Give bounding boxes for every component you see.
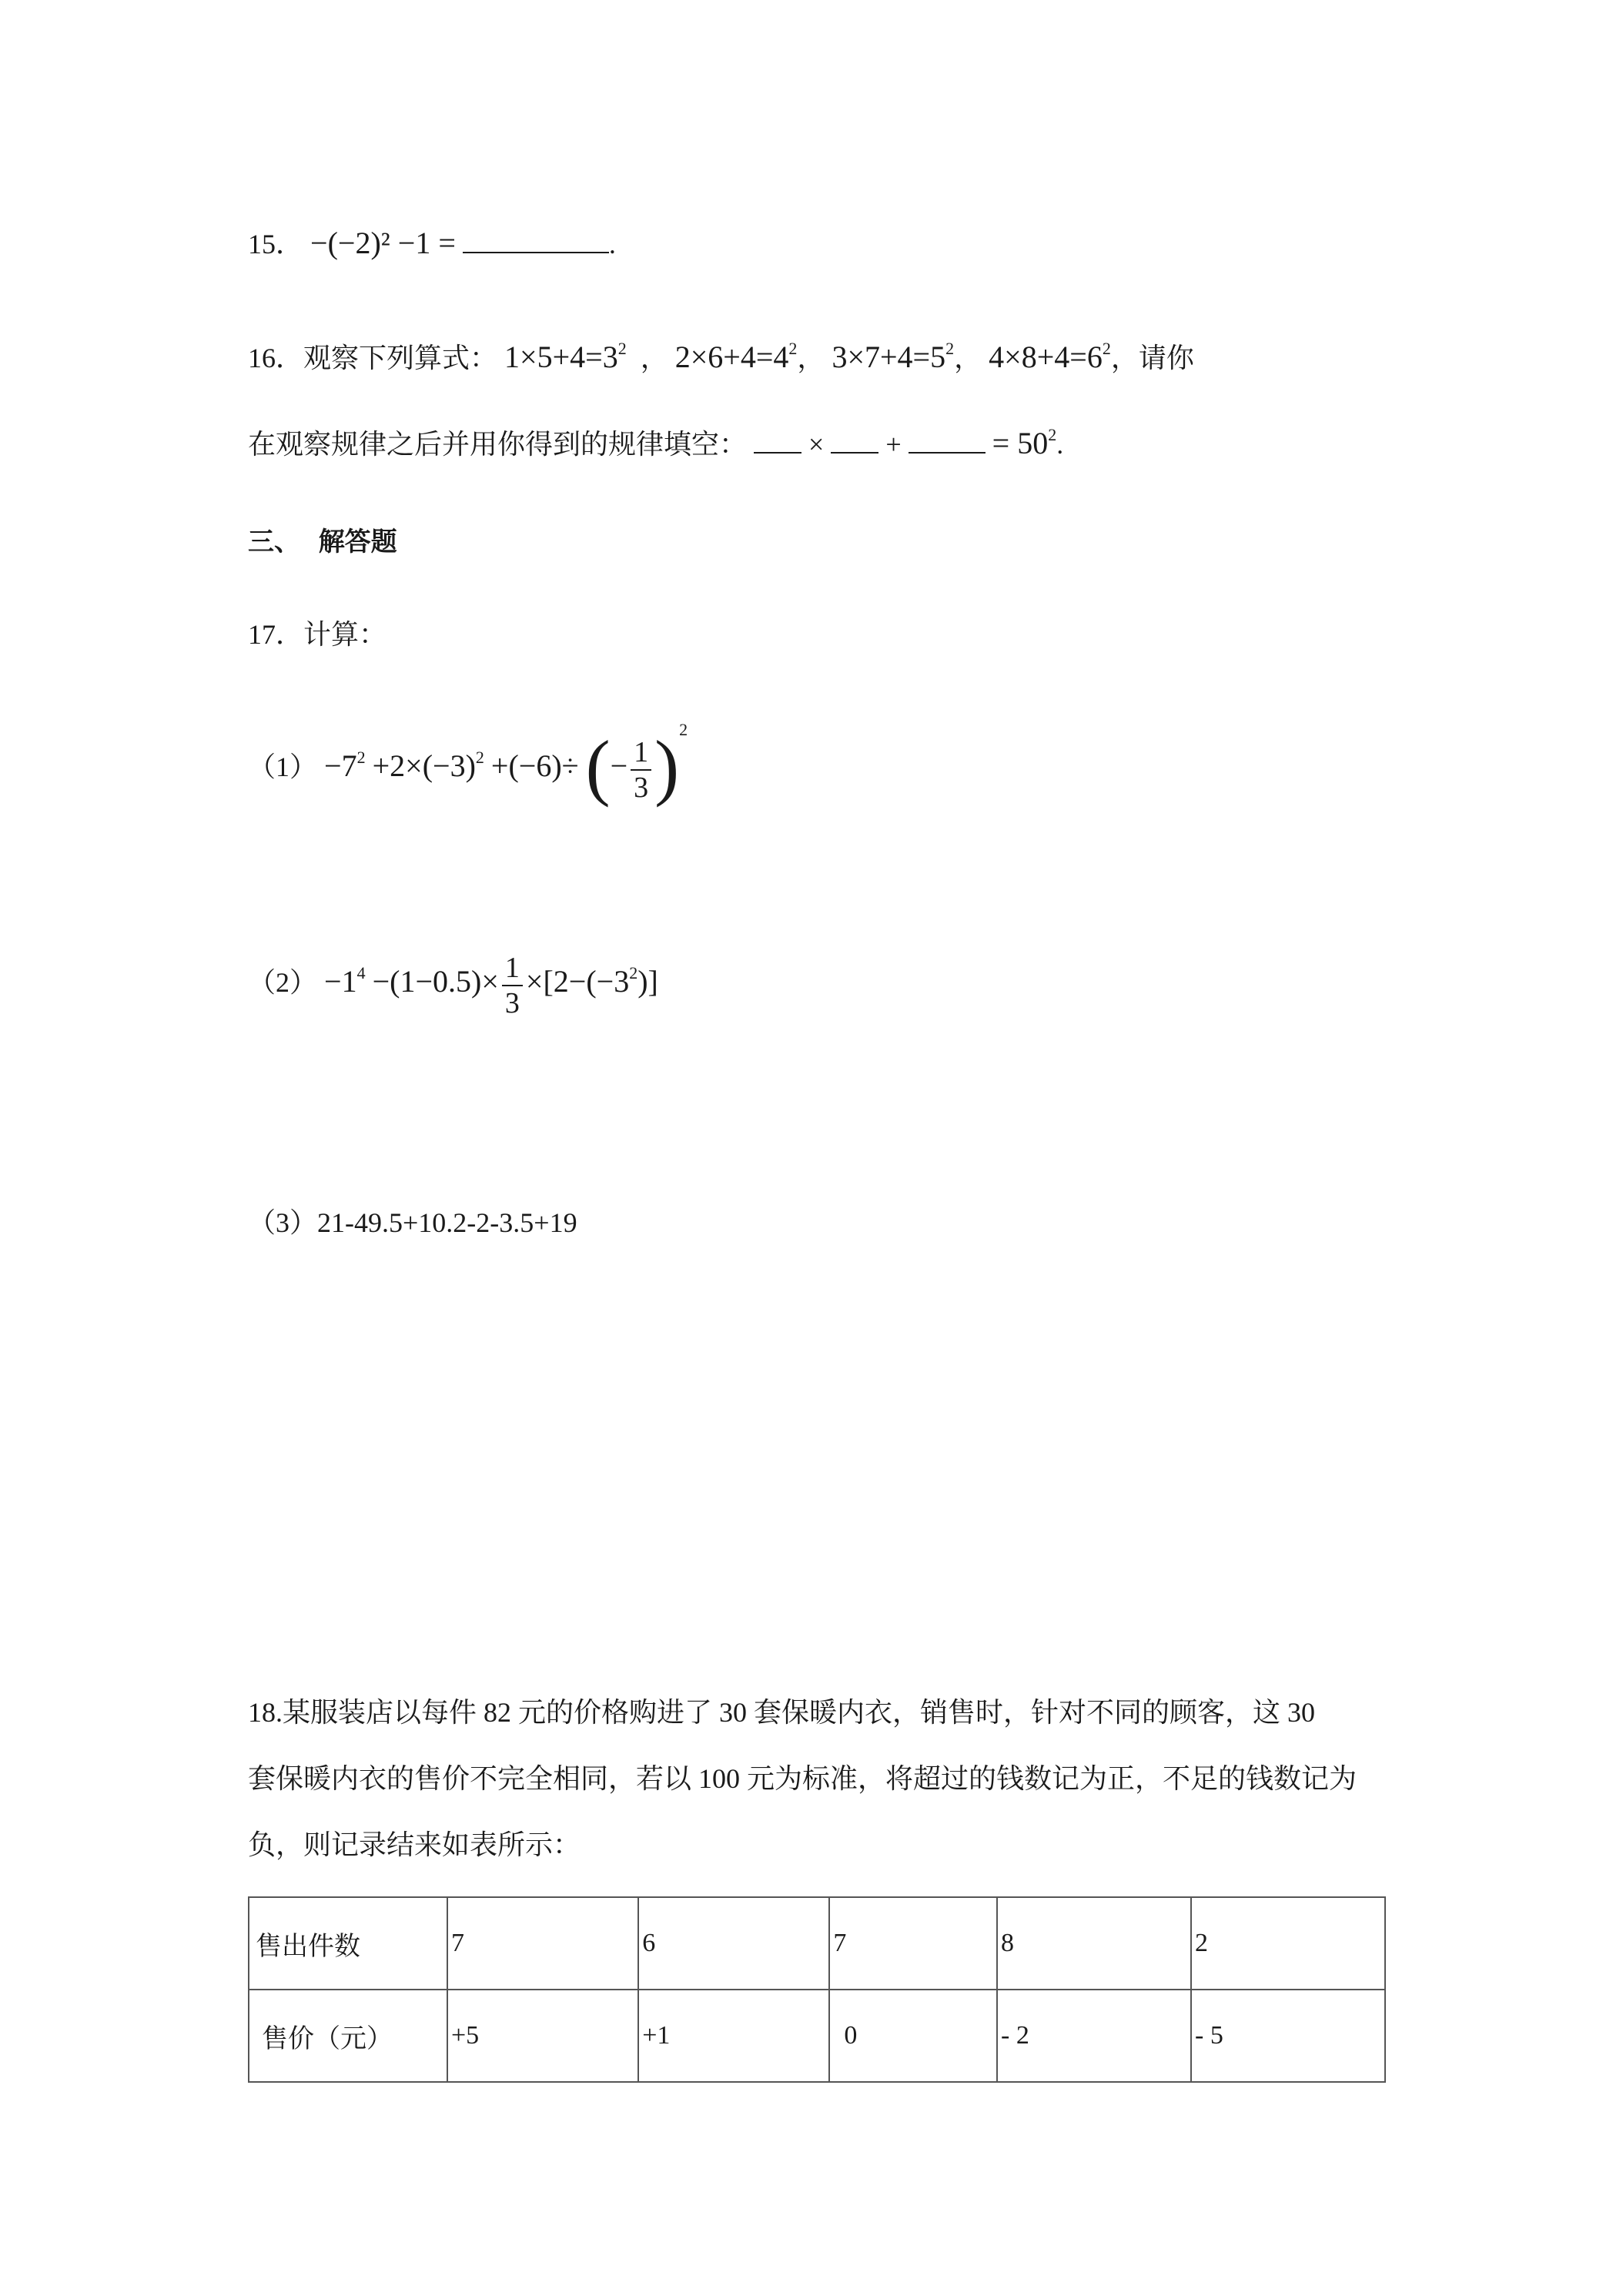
question-number: 15． (248, 229, 304, 259)
exponent: 2 (356, 748, 366, 767)
numerator: 1 (504, 951, 520, 984)
row-header: 售出件数 (249, 1897, 447, 1990)
question-16-line-1: 16．观察下列算式： $1\times 5+4=3^2$ ， $2\times 6+4=4^2$， $3\times 7+4=5^2$， $4\times 8+4=6^2$，请你 (248, 339, 1194, 374)
section-index: 三、 (248, 527, 300, 557)
term: +2×(−3) (372, 748, 476, 783)
table-cell: 7 (447, 1897, 638, 1990)
minus-sign: − (610, 748, 628, 783)
term: −(1−0.5)× (372, 964, 499, 999)
section-title: 解答题 (318, 527, 397, 557)
table-cell: +5 (447, 1990, 638, 2082)
question-17 (248, 616, 387, 653)
q17-part-3 (248, 1204, 577, 1241)
term: )] (637, 964, 658, 999)
table-cell: 0 (829, 1990, 997, 2082)
question-tail: ，请你 (1110, 343, 1194, 373)
equation-2: 2×6+4=4 (674, 340, 789, 374)
exponent: 2 (475, 748, 484, 767)
question-18-line-3: 负，则记录结来如表所示： (248, 1829, 581, 1860)
part-label: （2） (248, 967, 318, 998)
table-cell: 6 (638, 1897, 829, 1990)
exponent: 2 (1102, 339, 1111, 358)
denominator: 3 (502, 985, 523, 1020)
period: . (1056, 429, 1064, 460)
table-cell: - 5 (1191, 1990, 1385, 2082)
math-expression: −(−2)² −1 = (310, 226, 456, 260)
table-cell: +1 (638, 1990, 829, 2082)
question-number: 17． (248, 619, 304, 650)
term: −1 (324, 964, 357, 999)
exponent: 2 (679, 720, 688, 739)
exponent: 4 (356, 963, 366, 982)
exponent: 2 (945, 339, 955, 358)
equation-3: 3×7+4=5 (832, 340, 946, 374)
question-title: 计算： (303, 619, 387, 650)
question-15 (248, 225, 616, 263)
exponent: 2 (629, 963, 638, 982)
answer-blank-2[interactable] (831, 426, 878, 454)
question-number: 16． (248, 343, 304, 373)
plus-sign: + (885, 429, 902, 460)
table-row (249, 1897, 1385, 1990)
answer-blank-3[interactable] (909, 426, 986, 454)
denominator: 3 (631, 769, 651, 805)
times-sign: × (808, 429, 825, 460)
term: −7 (324, 748, 357, 783)
question-lead: 观察下列算式： (303, 343, 498, 373)
section-heading (248, 524, 397, 561)
numerator: 1 (634, 735, 649, 768)
sales-record-table (248, 1896, 1386, 2083)
q17-part-1: $(1) -7^2 +2\times(-3)^2 +(-6)\div$ (− $\frac{1}{3}$ )$^2$ (248, 720, 688, 808)
term: ×[2−(−3 (525, 964, 630, 999)
exponent: 2 (788, 339, 798, 358)
exponent: 2 (617, 339, 627, 358)
table-row (249, 1990, 1385, 2082)
table-cell: 8 (997, 1897, 1191, 1990)
table-cell: 7 (829, 1897, 997, 1990)
equation-4: 4×8+4=6 (989, 340, 1103, 374)
answer-blank-1[interactable] (754, 426, 801, 454)
fraction (631, 735, 651, 805)
part-label: （1） (248, 751, 318, 782)
table-cell: - 2 (997, 1990, 1191, 2082)
question-text: 在观察规律之后并用你得到的规律填空： (248, 429, 748, 460)
term: +(−6)÷ (490, 748, 579, 783)
period: . (608, 229, 616, 259)
math-expression: 21-49.5+10.2-2-3.5+19 (317, 1207, 577, 1238)
part-label: （3） (248, 1207, 318, 1238)
question-18-line-2: 套保暖内衣的售价不完全相同，若以 100 元为标准，将超过的钱数记为正，不足的钱数记为 (248, 1763, 1357, 1794)
fraction (502, 951, 523, 1020)
question-16-line-2 (248, 425, 1063, 463)
row-header: 售价（元） (249, 1990, 447, 2082)
table-cell: 2 (1191, 1897, 1385, 1990)
exponent: 2 (1048, 425, 1057, 444)
equation-1: 1×5+4=3 (504, 340, 618, 374)
answer-blank[interactable] (463, 226, 609, 253)
q17-part-2 (248, 939, 658, 1024)
question-18-line-1: 18.某服装店以每件 82 元的价格购进了 30 套保暖内衣，销售时，针对不同的顾客，这 30 (248, 1697, 1316, 1728)
equation-result: = 50 (992, 426, 1049, 460)
